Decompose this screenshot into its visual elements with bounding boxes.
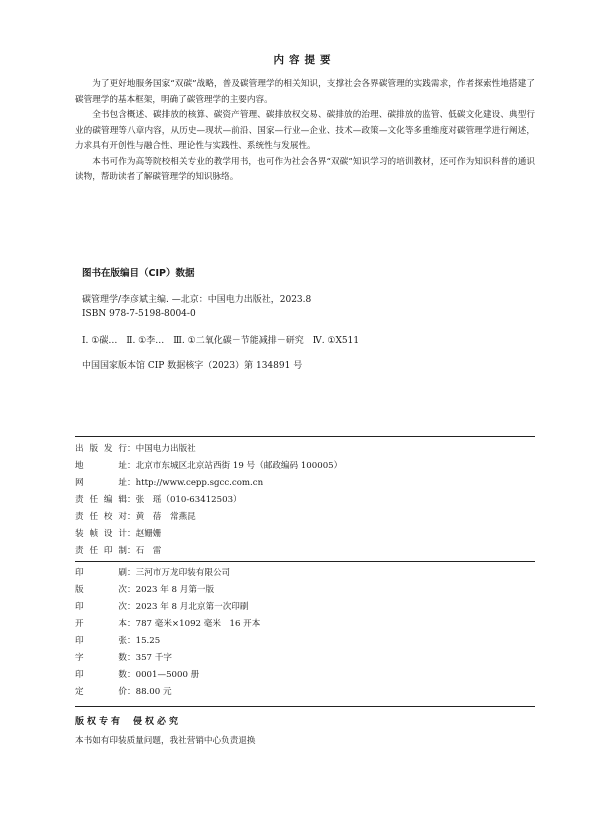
cip-classification: Ⅰ. ①碳… Ⅱ. ①李… Ⅲ. ①二氧化碳－节能减排－研究 Ⅳ. ①X511 bbox=[82, 336, 360, 346]
info-label: 出版发行 bbox=[75, 444, 127, 454]
summary-paragraph: 本书可作为高等院校相关专业的教学用书，也可作为社会各界“双碳”知识学习的培训教材，还可作为知识科普的通识读物，帮助读者了解碳管理学的知识脉络。 bbox=[75, 156, 535, 182]
info-value: 赵姗姗 bbox=[135, 529, 162, 539]
info-label: 版次 bbox=[75, 585, 127, 595]
summary-paragraph: 全书包含概述、碳排放的核算、碳资产管理、碳排放权交易、碳排放的治理、碳排放的监管、低碳文化建设、典型行业的碳管理等八章内容，从历史—现状—前沿、国家—行业—企业、技术—政策—文化等多重维度对碳管理学进行阐述，力求具有开创性与融合性、理论性与实践性、系统性与发展性。 bbox=[75, 110, 535, 151]
info-value: 787 毫米×1092 毫米 16 开本 bbox=[135, 619, 261, 629]
divider-rule bbox=[75, 561, 535, 562]
info-row: 印次：2023 年 8 月北京第一次印刷 bbox=[75, 602, 249, 612]
info-label: 开本 bbox=[75, 619, 127, 629]
info-value: 中国电力出版社 bbox=[135, 444, 196, 454]
divider-rule bbox=[75, 436, 535, 437]
info-row: 责任印制：石 雷 bbox=[75, 546, 162, 556]
cip-heading: 图书在版编目（CIP）数据 bbox=[82, 268, 195, 279]
info-label: 印数 bbox=[75, 670, 127, 680]
summary-title: 内容提要 bbox=[273, 54, 336, 66]
info-label: 责任编辑 bbox=[75, 495, 127, 505]
info-label: 定价 bbox=[75, 687, 127, 697]
info-value: 张 瑶（010-63412503） bbox=[135, 495, 242, 505]
info-value: 88.00 元 bbox=[135, 687, 172, 697]
info-value: 15.25 bbox=[135, 636, 161, 646]
info-row: 责任编辑：张 瑶（010-63412503） bbox=[75, 495, 242, 505]
copyright-reserved: 版权专有 bbox=[75, 717, 124, 727]
info-row: 版次：2023 年 8 月第一版 bbox=[75, 585, 215, 595]
info-label: 字数 bbox=[75, 653, 127, 663]
info-value: 石 雷 bbox=[135, 546, 162, 556]
info-row: 装帧设计：赵姗姗 bbox=[75, 529, 162, 539]
info-row: 出版发行：中国电力出版社 bbox=[75, 444, 196, 454]
copyright-note: 本书如有印装质量问题，我社营销中心负责退换 bbox=[75, 736, 256, 746]
info-row: 网址：http://www.cepp.sgcc.com.cn bbox=[75, 478, 264, 488]
info-label: 装帧设计 bbox=[75, 529, 127, 539]
info-value: 2023 年 8 月第一版 bbox=[135, 585, 215, 595]
info-label: 印次 bbox=[75, 602, 127, 612]
info-row: 开本：787 毫米×1092 毫米 16 开本 bbox=[75, 619, 261, 629]
info-value: 357 千字 bbox=[135, 653, 172, 663]
copyright-title bbox=[75, 714, 191, 727]
summary-body bbox=[75, 77, 535, 186]
copyright-infringement: 侵权必究 bbox=[133, 717, 182, 727]
info-label: 印刷 bbox=[75, 568, 127, 578]
info-value: 北京市东城区北京站西街 19 号（邮政编码 100005） bbox=[135, 461, 343, 471]
info-row: 地址：北京市东城区北京站西街 19 号（邮政编码 100005） bbox=[75, 461, 343, 471]
info-value: 0001—5000 册 bbox=[135, 670, 200, 680]
cip-title-line: 碳管理学/李彦斌主编. —北京：中国电力出版社，2023.8 bbox=[82, 295, 312, 305]
cip-record-number: 中国国家版本馆 CIP 数据核字（2023）第 134891 号 bbox=[82, 361, 303, 371]
info-value: 三河市万龙印装有限公司 bbox=[135, 568, 231, 578]
info-value: 2023 年 8 月北京第一次印刷 bbox=[135, 602, 249, 612]
info-row: 字数：357 千字 bbox=[75, 653, 172, 663]
info-label: 印张 bbox=[75, 636, 127, 646]
cip-isbn: ISBN 978-7-5198-8004-0 bbox=[82, 309, 196, 319]
info-row: 印张：15.25 bbox=[75, 636, 161, 646]
info-label: 地址 bbox=[75, 461, 127, 471]
info-label: 责任校对 bbox=[75, 512, 127, 522]
info-value: http://www.cepp.sgcc.com.cn bbox=[135, 478, 264, 488]
info-label: 责任印制 bbox=[75, 546, 127, 556]
divider-rule bbox=[75, 706, 535, 707]
info-row: 印刷：三河市万龙印装有限公司 bbox=[75, 568, 231, 578]
summary-paragraph: 为了更好地服务国家“双碳”战略，普及碳管理学的相关知识，支撑社会各界碳管理的实践需求，作者探索性地搭建了碳管理学的基本框架，明确了碳管理学的主要内容。 bbox=[75, 79, 535, 105]
info-row: 责任校对：黄 蓓 常燕昆 bbox=[75, 512, 196, 522]
info-label: 网址 bbox=[75, 478, 127, 488]
info-row: 印数：0001—5000 册 bbox=[75, 670, 200, 680]
info-value: 黄 蓓 常燕昆 bbox=[135, 512, 196, 522]
info-row: 定价：88.00 元 bbox=[75, 687, 172, 697]
